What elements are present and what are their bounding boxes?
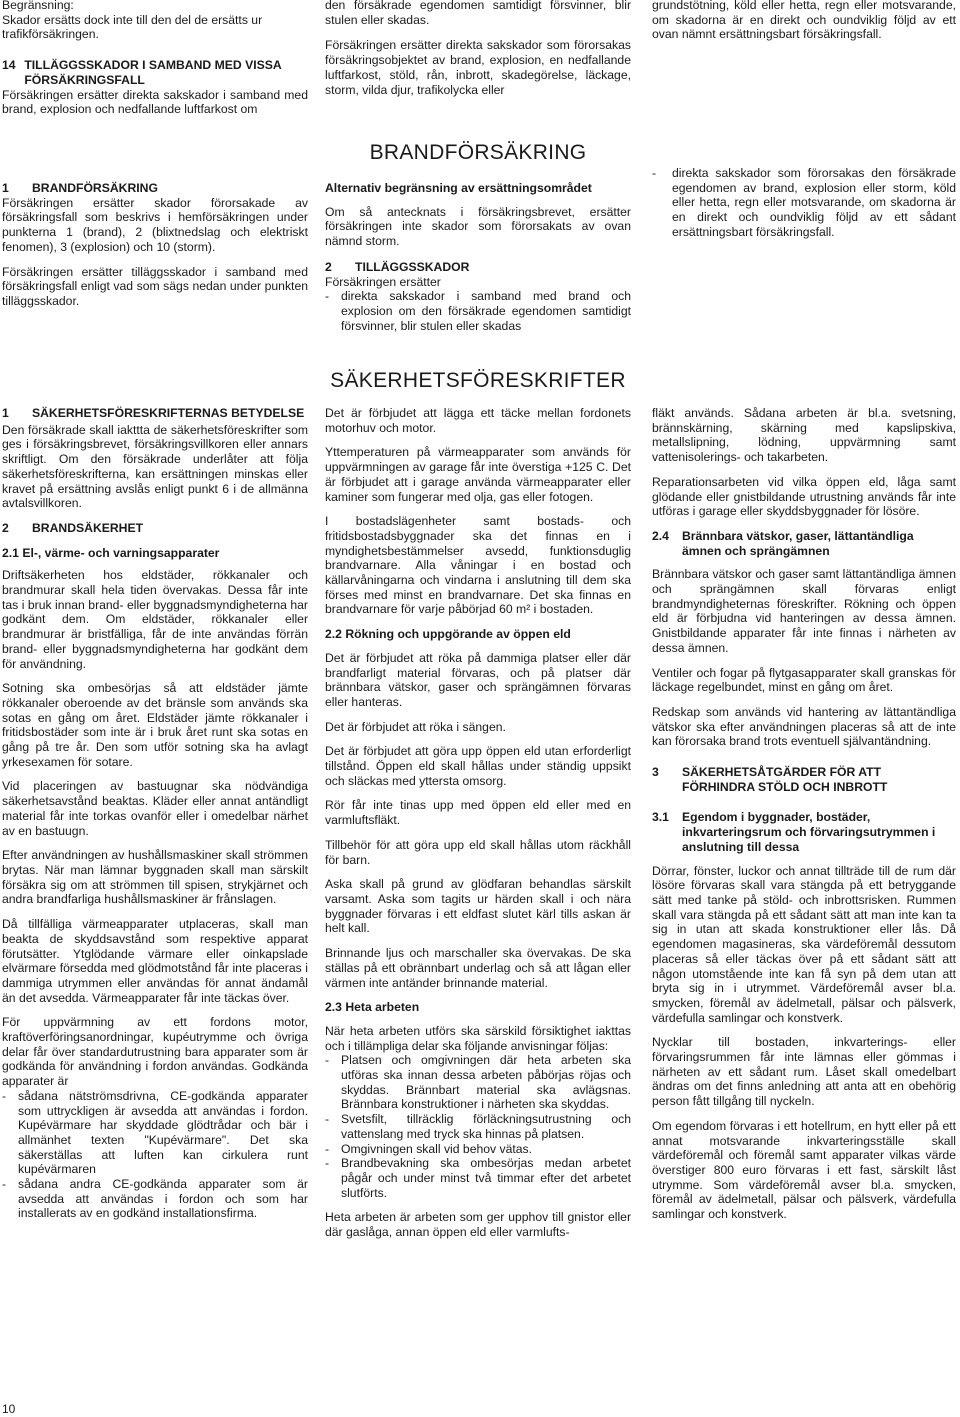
top-column-3 bbox=[652, 0, 956, 42]
saker-section-3-title: SÄKERHETSÅTGÄRDER FÖR ATT FÖRHINDRA STÖLD OCH INBROTT bbox=[682, 765, 888, 794]
saker-c3-paragraph-4: Ventiler och fogar på flytgasapparater skall granskas för läckage regelbundet, minst en gång om året. bbox=[652, 665, 956, 695]
brand-c2-paragraph-1: Om så antecknats i försäkringsbrevet, ersätter försäkringen inte skador som förorsakats av ovan nämnd storm. bbox=[325, 204, 631, 249]
brand-section-1-heading bbox=[2, 181, 308, 196]
saker-column-2 bbox=[325, 406, 631, 1240]
top-column-2 bbox=[325, 0, 631, 97]
saker-c1-paragraph-2: Driftsäkerheten hos eldstäder, rökkanaler och brandmurar skall hela tiden övervakas. Dessa får inte tas i bruk innan brand- eller byggnadsmyndigheterna har godkänt dem. Om eldstäder, rökkanaler eller brandmurar är bristfälliga, får de inte användas förrän brand- eller byggnadsmyndigheterna har godkänt dem för användning. bbox=[2, 568, 308, 671]
list-item: - Omgivningen skall vid behov vätas. bbox=[325, 1141, 533, 1156]
saker-column-3 bbox=[652, 406, 956, 1222]
saker-section-1-heading bbox=[2, 406, 308, 421]
section-14-number: 14 bbox=[2, 58, 16, 73]
saker-c1-paragraph-5: Efter användningen av hushållsmaskiner skall strömmen brytas. När man lämnar byggnaden skall man särskilt försäkra sig om att strömmen till spisen, strykjärnet och andra brandfarliga hushållsmaskiner är frånslagen. bbox=[2, 848, 308, 907]
top-column-1 bbox=[2, 0, 308, 117]
saker-c2-paragraph-9: Aska skall på grund av glödfaran behandlas särskilt varsamt. Aska som tagits ur härden skall i och nära byggnader förvaras i ett eldfast slutet kärl tills askan är helt kall. bbox=[325, 877, 631, 936]
saker-c2-paragraph-7: Rör får inte tinas upp med öppen eld eller med en varmluftsfläkt. bbox=[325, 798, 631, 828]
brand-section-2-number: 2 bbox=[325, 259, 332, 274]
saker-column-1 bbox=[2, 406, 308, 1221]
section-14-heading bbox=[2, 58, 308, 87]
saker-c2-paragraph-12: Heta arbeten är arbeten som ger upphov till gnistor eller där gaslåga, annan öppen eld eller varmlufts- bbox=[325, 1210, 631, 1240]
list-item: - direkta sakskador i samband med brand och explosion om den försäkrade egendomen samtidigt försvinner, blir stulen eller skadas bbox=[325, 289, 631, 333]
section-14-paragraph: Försäkringen ersätter direkta sakskador i samband med brand, explosion och nedfallande luftfarkost om bbox=[2, 87, 308, 117]
saker-section-3-1-title: Egendom i byggnader, bostäder, inkvarteringsrum och förvaringsutrymmen i anslutning till dessa bbox=[682, 810, 936, 854]
list-item: - Brandbevakning ska ombesörjas medan arbetet pågår och under minst två timmar efter det arbetet slutförts. bbox=[325, 1156, 631, 1200]
saker-c2-paragraph-5: Det är förbjudet att röka i sängen. bbox=[325, 719, 506, 734]
saker-section-1-title: SÄKERHETSFÖRESKRIFTERNAS BETYDELSE bbox=[32, 406, 305, 420]
brand-c2-dash-list bbox=[325, 289, 631, 333]
brand-section-2-title: TILLÄGGSSKADOR bbox=[355, 259, 470, 274]
brand-section-1-title: BRANDFÖRSÄKRING bbox=[32, 181, 158, 195]
saker-section-2-2-heading: 2.2 Rökning och uppgörande av öppen eld bbox=[325, 627, 571, 642]
saker-section-2-number: 2 bbox=[2, 520, 9, 535]
saker-section-2-title: BRANDSÄKERHET bbox=[32, 520, 144, 535]
saker-c2-paragraph-3: I bostadslägenheter samt bostads- och fritidsbostadsbyggnader ska det finnas en i myndighetsbestämmelser avsedd, funktionsduglig brandvarnare. Alla våningar i en bostad och källarvåningarna och vindarna i anslutning till dem ska förses med minst en brandvarnare. Det ska finnas en brandvarnare för varje påbörjad 60 m² i bostaden. bbox=[325, 514, 631, 617]
saker-section-3-number: 3 bbox=[652, 765, 659, 780]
saker-c2-paragraph-2: Yttemperaturen på värmeapparater som används för uppvärmningen av garage får inte överstiga +125 C. Det är förbjudet att i garage använda värmeapparater eller kaminer som fungerar med olja, gas eller fotogen. bbox=[325, 445, 631, 504]
saker-c3-paragraph-5: Redskap som används vid hantering av lättantändliga vätskor ska efter användningen placeras så att de inte kan förorsaka brand trots eventuell självantändning. bbox=[652, 704, 956, 749]
saker-section-2-heading bbox=[2, 521, 308, 536]
page-number: 10 bbox=[2, 1402, 16, 1416]
saker-c1-paragraph-1: Den försäkrade skall iakttta de säkerhetsföreskrifter som ges i försäkringsbrevet, försäkringsvillkoren eller annars skriftligt. Om den försäkrade underlåter att följa säkerhetsföreskrifterna, kan ersättningen minskas eller kravet på ersättning avslås enligt punkt 6 i de allmänna avtalsvillkoren. bbox=[2, 422, 308, 511]
list-item: - sådana nätströmsdrivna, CE-godkända apparater som uttryckligen är avsedda att användas i fordon. Kupévärmare har skyddade glödtrådar och bär i allmänhet texten "Kupévärmare". Det ska säkerställas att luften kan cirkulera runt kupévärmaren bbox=[2, 1088, 308, 1177]
sakerhetsforeskrifter-section-heading: SÄKERHETSFÖRESKRIFTER bbox=[330, 369, 626, 392]
brand-c1-paragraph-2: Försäkringen ersätter tilläggsskador i samband med försäkringsfall enligt vad som sägs nedan under punkten tilläggsskador. bbox=[2, 264, 308, 308]
saker-c1-paragraph-7: För uppvärmning av ett fordons motor, kraftöverföringsanordningar, kupéutrymme och övriga delar får över standardutrustning bara apparater som är godkända för användning i fordon användas. Godkända apparater är bbox=[2, 1015, 308, 1089]
brand-column-1 bbox=[2, 181, 308, 309]
saker-c3-paragraph-6: Dörrar, fönster, luckor och annat tillträde till de rum där lösöre förvaras skall vara stängda på ett betryggande sätt med tanke på stöld- och inbrottsrisken. Rummen skall vara stängda på ett sådant sätt att man inte kan ta sig in utan att skada konstruktioner eller lås. Då egendomen magasineras, ska värdeföremål dessutom placeras så eller täckas över på ett sådant sätt att någon utomstående inte kan få syn på dem utan att bryta sig in i utrymmet. Värdeföremål avser bl.a. smycken, föremål av ädelmetall, pälsar och pälsverk, värdefulla samlingar och konstverk. bbox=[652, 863, 956, 1025]
saker-section-2-4-title: Brännbara vätskor, gaser, lättantändliga ämnen och sprängämnen bbox=[682, 528, 914, 558]
saker-section-2-1-heading: 2.1 El-, värme- och varningsapparater bbox=[2, 545, 220, 560]
top-c2-paragraph-2: Försäkringen ersätter direkta sakskador som förorsakas försäkringsobjektet av brand, explosion, en nedfallande luftfarkost, stöld, rån, inbrott, skadegörelse, läckage, storm, vilda djur, trafikolycka eller bbox=[325, 38, 631, 97]
saker-c2-paragraph-11: När heta arbeten utförs ska särskild försiktighet iakttas och i tillämpliga delar ska följande anvisningar följas: bbox=[325, 1023, 631, 1053]
saker-c2-dash-list bbox=[325, 1053, 631, 1200]
list-item: - direkta sakskador som förorsakas den försäkrade egendomen av brand, explosion eller storm, köld eller hetta, regn eller motsvarande, om skadorna är en direkt och oundviklig följd av ett sådant ersättningsbart försäkringsfall. bbox=[652, 166, 956, 239]
brand-section-1-number: 1 bbox=[2, 181, 9, 195]
brand-c1-paragraph-1: Försäkringen ersätter skador förorsakade av försäkringsfall som beskrivs i hemförsäkringen under punkterna 1 (brand), 2 (blixtnedslag och elektriskt fenomen), 3 (explosion) och 10 (storm). bbox=[2, 195, 308, 254]
begransning-paragraph: Begränsning: Skador ersätts dock inte till den del de ersätts ur trafikförsäkringen. bbox=[2, 0, 263, 42]
saker-section-2-3-heading: 2.3 Heta arbeten bbox=[325, 1000, 420, 1015]
top-c2-paragraph-1: den försäkrade egendomen samtidigt försvinner, blir stulen eller skadas. bbox=[325, 0, 631, 27]
saker-c3-paragraph-1: fläkt används. Sådana arbeten är bl.a. svetsning, brännskärning, skärning med kapslipskiva, metallslipning, lödning, uppvärmning samt vattenisolerings- och takarbeten. bbox=[652, 406, 956, 465]
brand-c3-dash-list bbox=[652, 166, 956, 240]
saker-section-3-1-heading bbox=[652, 810, 956, 854]
saker-c1-paragraph-6: Då tillfälliga värmeapparater utplaceras, skall man beakta de skyddsavstånd som respektive apparat förutsätter. Ytglödande värmare eller oinkapslade elvärmare försedda med glödmotstånd får inte placeras i dammiga utrymmen eller användas för annat ändamål än det avsedda. Värmeapparater får inte täckas över. bbox=[2, 917, 308, 1005]
saker-section-2-4-heading bbox=[652, 529, 956, 558]
saker-section-2-4-number: 2.4 bbox=[652, 528, 669, 543]
saker-c3-paragraph-8: Om egendom förvaras i ett hotellrum, en hytt eller på ett annat motsvarande inkvarteringsställe skall värdeföremål och föremål samt apparater vilkas värde överstiger 800 euro förvaras i ett fast, särskilt låst utrymme. Som värdeföremål avser bl.a. smycken, föremål av ädelmetall, pälsar och pälsverk, värdefulla samlingar och konstverk. bbox=[652, 1118, 956, 1222]
top-c3-paragraph-1: grundstötning, köld eller hetta, regn eller motsvarande, om skadorna är en direkt och oundviklig följd av ett ovan nämnt ersättningsbart försäkringsfall. bbox=[652, 0, 956, 42]
alternativ-begransning-heading: Alternativ begränsning av ersättningsområdet bbox=[325, 181, 592, 195]
saker-c3-paragraph-3: Brännbara vätskor och gaser samt lättantändliga ämnen och sprängämnen skall förvaras enligt brandmyndigheternas föreskrifter. Rökning och öppen eld är förbjudna vid hanteringen av dessa ämnen. Gnistbildande apparater får inte finnas i närheten av dessa ämnen. bbox=[652, 567, 956, 655]
list-item: - sådana andra CE-godkända apparater som är avsedda att användas i fordon och som har installerats av en godkänd installationsfirma. bbox=[2, 1177, 308, 1221]
saker-c3-paragraph-7: Nycklar till bostaden, inkvarterings- eller förvaringsrummen får inte lämnas eller gömmas i närheten av ett sådant rum. Låset skall omedelbart ändras om det finns anledning att anta att en obehörig person fått tillgång till nyckeln. bbox=[652, 1035, 956, 1109]
saker-c2-paragraph-4: Det är förbjudet att röka på dammiga platser eller där brandfarligt material förvaras, och på platser där brännbara vätskor, gaser och sprängämnen förvaras eller hanteras. bbox=[325, 650, 631, 709]
brand-column-3 bbox=[652, 166, 956, 240]
brand-c2-paragraph-2: Försäkringen ersätter bbox=[325, 274, 441, 289]
section-14-title: TILLÄGGSSKADOR I SAMBAND MED VISSA FÖRSÄKRINGSFALL bbox=[24, 58, 282, 87]
saker-c2-paragraph-8: Tillbehör för att göra upp eld skall hållas utom räckhåll för barn. bbox=[325, 837, 631, 867]
brandforsakring-section-heading: BRANDFÖRSÄKRING bbox=[369, 141, 587, 164]
list-item: - Svetsfilt, tillräcklig förläckningsutrustning och vattenslang med tryck ska hinnas på platsen. bbox=[325, 1112, 631, 1141]
saker-c1-paragraph-4: Vid placeringen av bastuugnar ska nödvändiga säkerhetsavstånd beaktas. Kläder eller annat antändligt material får inte torkas ovanför eller i omedelbar närhet av en bastuugn. bbox=[2, 779, 308, 838]
saker-section-1-number: 1 bbox=[2, 406, 9, 420]
saker-c1-paragraph-3: Sotning ska ombesörjas så att eldstäder jämte rökkanaler oberoende av det bränsle som används ska sotas en gång om året. Eldstäder jämte rökkanaler i fritidsbostäder som inte är i bruk året runt ska sotas en gång på tre år. Den som utför sotning ska ha avlagt yrkesexamen för sotare. bbox=[2, 681, 308, 769]
saker-c1-dash-list bbox=[2, 1089, 308, 1221]
brand-column-2 bbox=[325, 181, 631, 333]
brand-section-2-heading bbox=[325, 260, 631, 275]
saker-c2-paragraph-6: Det är förbjudet att göra upp öppen eld utan erforderligt tillstånd. Öppen eld skall hållas under ständig uppsikt och släckas med yttersta omsorg. bbox=[325, 744, 631, 788]
saker-c2-paragraph-10: Brinnande ljus och marschaller ska övervakas. De ska ställas på ett obrännbart underlag och så att lågan eller värmen inte antänder brinnande material. bbox=[325, 946, 631, 990]
saker-c2-paragraph-1: Det är förbjudet att lägga ett täcke mellan fordonets motorhuv och motor. bbox=[325, 406, 631, 435]
saker-c3-paragraph-2: Reparationsarbeten vid vilka öppen eld, låga samt glödande eller gnistbildande utrustning används får inte utföras i garage eller skyddsbyggnader för lösöre. bbox=[652, 474, 956, 519]
saker-section-3-1-number: 3.1 bbox=[652, 810, 669, 825]
list-item: - Platsen och omgivningen där heta arbeten ska utföras ska innan dessa arbeten påbörjas röjas och skyddas. Brännbart material ska avlägsnas. Brännbara konstruktioner i närheten ska skyddas. bbox=[325, 1053, 631, 1112]
saker-section-3-heading bbox=[652, 765, 956, 794]
